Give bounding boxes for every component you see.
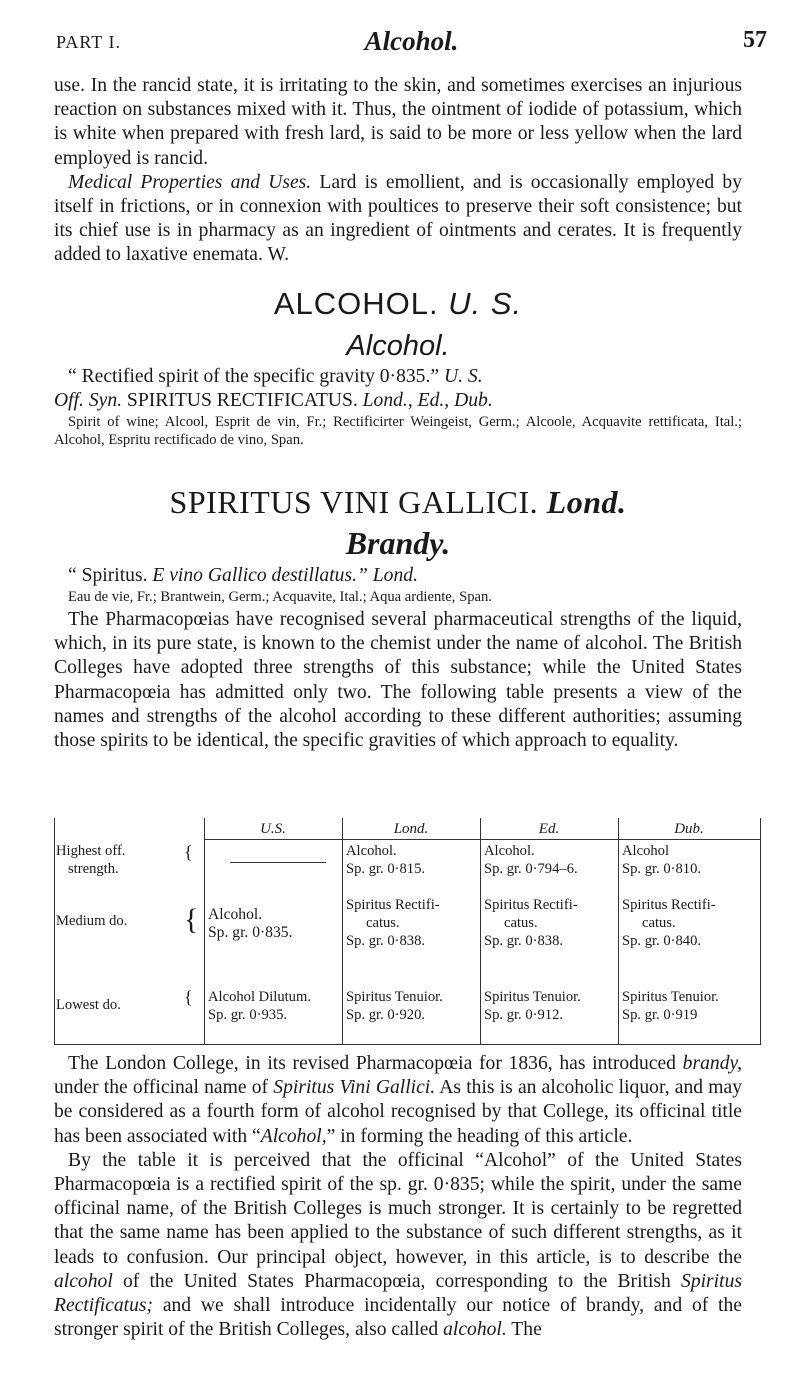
table-header-lond: Lond. xyxy=(393,821,429,837)
brace-glyph: { xyxy=(184,987,193,1007)
cell-line: Sp. gr. 0·840. xyxy=(622,933,702,949)
definition-alcohol xyxy=(54,365,742,389)
text-run: The London College, in its revised Pharmacopœia for 1836, has introduced xyxy=(68,1053,683,1074)
table-header-us: U.S. xyxy=(260,821,286,837)
table-cell xyxy=(346,842,478,878)
text-run-italic: Spiritus Vini Gallici. xyxy=(273,1077,436,1099)
table-cell xyxy=(622,896,758,950)
running-head xyxy=(56,28,767,56)
synonyms-alcohol: Spirit of wine; Alcool, Esprit de vin, Fr.; Rectificirter Weingeist, Germ.; Alcoole, Acquavite rettificata, Ital.; Alcohol, Espritu rectificado de vino, Span. xyxy=(54,414,742,448)
table-header-rule xyxy=(204,839,760,840)
cell-line: Sp. gr. 0·815. xyxy=(346,861,426,877)
brace-glyph: { xyxy=(184,842,193,862)
heading-alcohol-text: ALCOHOL. xyxy=(273,286,439,321)
part-label: PART I. xyxy=(56,32,121,52)
alcohol-section xyxy=(54,286,742,449)
text-run-italic: Alcohol, xyxy=(260,1125,327,1147)
cell-line: Alcohol xyxy=(622,843,670,859)
cell-line: Spiritus Rectifi- xyxy=(484,897,578,913)
text-run: By the table it is perceived that the officinal “Alcohol” of the United States Pharmacopœia is a rectified spirit of the sp. gr. 0·835; while the spirit, under the same officinal name, of the British Colleges is much stronger. It is certainly to be regretted that the same name has been applied to the substance of such different strengths, as it leads to confusion. Our principal object, however, in this article, is to describe the xyxy=(54,1149,742,1268)
text-run: The xyxy=(506,1319,542,1341)
table-rule-ed xyxy=(480,818,481,1045)
heading-alcohol-us: U. S. xyxy=(448,286,523,321)
official-synonyms xyxy=(54,389,742,413)
table-cell xyxy=(346,896,478,950)
cell-line: Spiritus Tenuior. xyxy=(346,989,443,1005)
cell-line: Sp. gr. 0·835. xyxy=(208,924,293,941)
table-cell xyxy=(208,906,340,942)
paragraph-london-college xyxy=(54,1052,742,1149)
table-empty-dash xyxy=(230,862,326,863)
table-rule-lond xyxy=(342,818,343,1045)
table-row-label-medium: Medium do. xyxy=(56,913,128,929)
cell-line: Alcohol. xyxy=(208,906,263,923)
off-syn-source: Lond., Ed., Dub. xyxy=(357,390,493,411)
medical-properties-text: Lard is emollient, and is occasionally employed by itself in frictions, or in connexion with poultices to preserve their soft consistence; but its chief use is in pharmacy as an ingredient of ointments and cerates. It is frequently added to laxative enemata. W. xyxy=(54,171,742,266)
cell-line: catus. xyxy=(504,915,538,931)
cell-line: Sp. gr. 0·912. xyxy=(484,1007,564,1023)
cell-line: catus. xyxy=(366,915,400,931)
table-cell xyxy=(622,842,758,878)
table-cell xyxy=(346,988,480,1024)
cell-line: Alcohol. xyxy=(484,843,535,859)
cell-line: Sp. gr. 0·838. xyxy=(484,933,564,949)
definition-brandy-quote: “ Spiritus. xyxy=(68,565,148,586)
row-label-line: Highest off. xyxy=(56,843,126,859)
table-bottom-rule xyxy=(54,1044,761,1045)
row-label-line: strength. xyxy=(68,861,119,877)
heading-spiritus-source: Lond. xyxy=(546,484,627,520)
definition-brandy xyxy=(54,564,742,588)
table-rule-left xyxy=(54,818,55,1045)
paragraph-by-the-table xyxy=(54,1149,742,1343)
table-header-ed: Ed. xyxy=(538,821,560,837)
definition-brandy-latin: E vino Gallico destillatus.” xyxy=(147,565,368,586)
table-rule-dub xyxy=(618,818,619,1045)
cell-line: Spiritus Tenuior. xyxy=(622,989,719,1005)
text-run: under the officinal name of xyxy=(54,1077,274,1099)
paragraph-lard: use. In the rancid state, it is irritating to the skin, and sometimes exercises an injurious reaction on substances mixed with it. Thus, the ointment of iodide of potassium, which is white when prepared with fresh lard, is said to be more or less yellow when the lard employed is rancid. xyxy=(54,75,742,169)
heading-spiritus-vini-gallici xyxy=(54,484,742,521)
table-cell xyxy=(622,988,760,1024)
paragraph-medical-properties xyxy=(54,171,742,268)
subheading-alcohol: Alcohol. xyxy=(346,330,450,362)
off-syn-text: SPIRITUS RECTIFICATUS. xyxy=(122,390,358,411)
synonyms-brandy: Eau de vie, Fr.; Brantwein, Germ.; Acquavite, Ital.; Aqua ardiente, Span. xyxy=(68,589,492,605)
cell-line: Sp. gr. 0·935. xyxy=(208,1007,288,1023)
heading-spiritus-text: SPIRITUS VINI GALLICI. xyxy=(169,484,539,520)
table-cell xyxy=(484,896,616,950)
text-block-bottom xyxy=(54,1052,742,1342)
text-run-italic: brandy, xyxy=(682,1053,742,1074)
table-header-dub: Dub. xyxy=(674,821,704,837)
running-title: Alcohol. xyxy=(364,26,459,56)
cell-line: Sp. gr. 0·919 xyxy=(622,1007,698,1023)
definition-brandy-source: Lond. xyxy=(367,565,418,586)
text-run-italic: alcohol. xyxy=(443,1319,507,1341)
cell-line: Sp. gr. 0·794–6. xyxy=(484,861,578,877)
text-block-top xyxy=(54,74,742,268)
text-run: ” in forming the heading of this article. xyxy=(326,1125,633,1147)
page-number: 57 xyxy=(743,27,767,53)
cell-line: Alcohol. xyxy=(346,843,397,859)
cell-line: Sp. gr. 0·810. xyxy=(622,861,702,877)
brandy-section xyxy=(54,484,742,753)
medical-properties-lead: Medical Properties and Uses. xyxy=(68,171,312,193)
cell-line: catus. xyxy=(642,915,676,931)
table-row-label-highest xyxy=(56,842,125,878)
text-run: As this is an alcoholic liquor, and may be considered as a fourth form of alcohol recognised by that College, its officinal title has been associated with “ xyxy=(54,1077,742,1147)
definition-alcohol-source: U. S. xyxy=(439,366,483,387)
cell-line: Sp. gr. 0·920. xyxy=(346,1007,426,1023)
cell-line: Spiritus Tenuior. xyxy=(484,989,581,1005)
cell-line: Alcohol Dilutum. xyxy=(208,989,311,1005)
text-run: of the United States Pharmacopœia, corresponding to the British xyxy=(112,1270,682,1292)
paragraph-pharmacopoeias: The Pharmacopœias have recognised several pharmaceutical strengths of the liquid, which, in its pure state, is known to the chemist under the name of alcohol. The British Colleges have adopted three strengths of this substance; while the United States Pharmacopœia has admitted only two. The following table presents a view of the names and strengths of the alcohol according to these different authorities; assuming those spirits to be identical, the specific gravities of which approach to equality. xyxy=(54,609,742,752)
cell-line: Spiritus Rectifi- xyxy=(346,897,440,913)
table-row-label-lowest: Lowest do. xyxy=(56,997,121,1013)
off-syn-label: Off. Syn. xyxy=(54,390,123,411)
table-rule-right xyxy=(760,818,761,1045)
table-cell xyxy=(484,842,616,878)
heading-alcohol xyxy=(54,286,742,322)
strengths-table xyxy=(54,818,761,1045)
cell-line: Sp. gr. 0·838. xyxy=(346,933,426,949)
definition-alcohol-quote: “ Rectified spirit of the specific gravity 0·835.” xyxy=(68,366,440,387)
text-run-italic: alcohol xyxy=(54,1270,113,1292)
brace-glyph: { xyxy=(184,903,199,936)
cell-line: Spiritus Rectifi- xyxy=(622,897,716,913)
table-rule-us xyxy=(204,818,205,1045)
table-cell xyxy=(208,988,342,1024)
text-run: and we shall introduce incidentally our notice of brandy, and of the stronger spirit of the British Colleges, also called xyxy=(54,1295,742,1341)
subheading-brandy: Brandy. xyxy=(345,525,451,561)
table-cell xyxy=(484,988,618,1024)
text-run-italic: Spiritus Rectificatus; xyxy=(54,1270,742,1317)
